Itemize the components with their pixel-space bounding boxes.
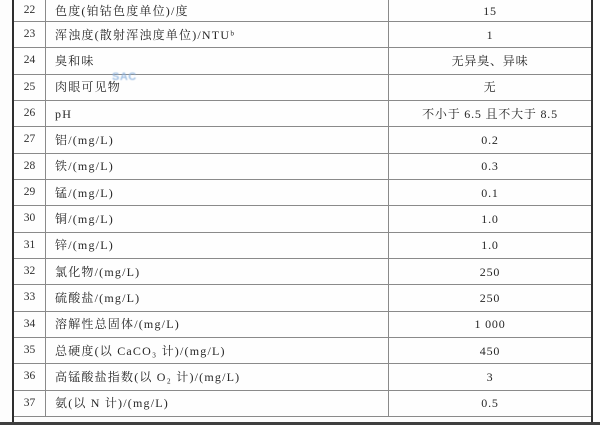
- row-number-cell: 25: [14, 75, 46, 100]
- row-number-cell: 32: [14, 259, 46, 284]
- row-number-cell: 37: [14, 391, 46, 416]
- row-number-cell: 27: [14, 127, 46, 152]
- row-number-cell: 30: [14, 206, 46, 231]
- parameter-name-cell: 铁/(mg/L): [46, 154, 389, 179]
- row-number-cell: 31: [14, 233, 46, 258]
- table-row: [14, 180, 591, 206]
- row-number-cell: 26: [14, 101, 46, 126]
- limit-value-cell: 1: [486, 27, 494, 42]
- row-number-cell: 33: [14, 285, 46, 310]
- parameter-name-cell: pH: [46, 101, 389, 126]
- limit-value-cell: 450: [479, 343, 501, 358]
- row-number-cell: 28: [14, 154, 46, 179]
- parameter-name-cell: 高锰酸盐指数(以 O₂ 计)/(mg/L): [46, 364, 389, 389]
- table-row: [14, 285, 591, 311]
- limit-value-cell: 15: [483, 3, 497, 18]
- limit-value-cell: 0.2: [481, 132, 499, 147]
- limit-value-cell: 0.3: [481, 159, 499, 174]
- limit-value-cell: 1.0: [481, 211, 499, 226]
- row-number-cell: 35: [14, 338, 46, 363]
- limit-value-cell: 无异臭、异味: [451, 53, 529, 68]
- limit-value-cell: 1.0: [481, 238, 499, 253]
- row-number-cell: 36: [14, 364, 46, 389]
- table-row: [14, 0, 591, 22]
- limit-value-cell: 3: [486, 369, 494, 384]
- parameter-name-cell: 溶解性总固体/(mg/L): [46, 312, 389, 337]
- table-row: [14, 206, 591, 232]
- table-row: [14, 391, 591, 417]
- row-number-cell: 29: [14, 180, 46, 205]
- parameter-name-cell: 氨(以 N 计)/(mg/L): [46, 391, 389, 416]
- parameter-name-cell: 总硬度(以 CaCO₃ 计)/(mg/L): [46, 338, 389, 363]
- table-row: [14, 364, 591, 390]
- parameter-name-cell: 氯化物/(mg/L): [46, 259, 389, 284]
- parameter-name-cell: 硫酸盐/(mg/L): [46, 285, 389, 310]
- water-quality-table: [12, 0, 593, 417]
- table-row: [14, 338, 591, 364]
- table-row: [14, 101, 591, 127]
- limit-value-cell: 不小于 6.5 且不大于 8.5: [422, 106, 558, 121]
- parameter-name-cell: 色度(铂钴色度单位)/度: [46, 0, 389, 21]
- parameter-name-cell: 铝/(mg/L): [46, 127, 389, 152]
- table-row: [14, 312, 591, 338]
- limit-value-cell: 250: [479, 264, 501, 279]
- table-row: [14, 233, 591, 259]
- table-row: [14, 75, 591, 101]
- limit-value-cell: 1 000: [474, 317, 506, 332]
- limit-value-cell: 0.1: [481, 185, 499, 200]
- parameter-name-cell: 锌/(mg/L): [46, 233, 389, 258]
- limit-value-cell: 0.5: [481, 396, 499, 411]
- table-row: [14, 127, 591, 153]
- limit-value-cell: 250: [479, 290, 501, 305]
- table-row: [14, 259, 591, 285]
- parameter-name-cell: 肉眼可见物: [46, 75, 389, 100]
- row-number-cell: 23: [14, 22, 46, 47]
- parameter-name-cell: 浑浊度(散射浑浊度单位)/NTUᵇ: [46, 22, 389, 47]
- row-number-cell: 34: [14, 312, 46, 337]
- sac-watermark: SAC: [112, 71, 137, 83]
- table-row: [14, 22, 591, 48]
- limit-value-cell: 无: [483, 80, 497, 95]
- parameter-name-cell: 锰/(mg/L): [46, 180, 389, 205]
- parameter-name-cell: 铜/(mg/L): [46, 206, 389, 231]
- table-row: [14, 154, 591, 180]
- table-row: [14, 48, 591, 74]
- parameter-name-cell: 臭和味: [46, 48, 389, 73]
- row-number-cell: 24: [14, 48, 46, 73]
- row-number-cell: 22: [14, 0, 46, 21]
